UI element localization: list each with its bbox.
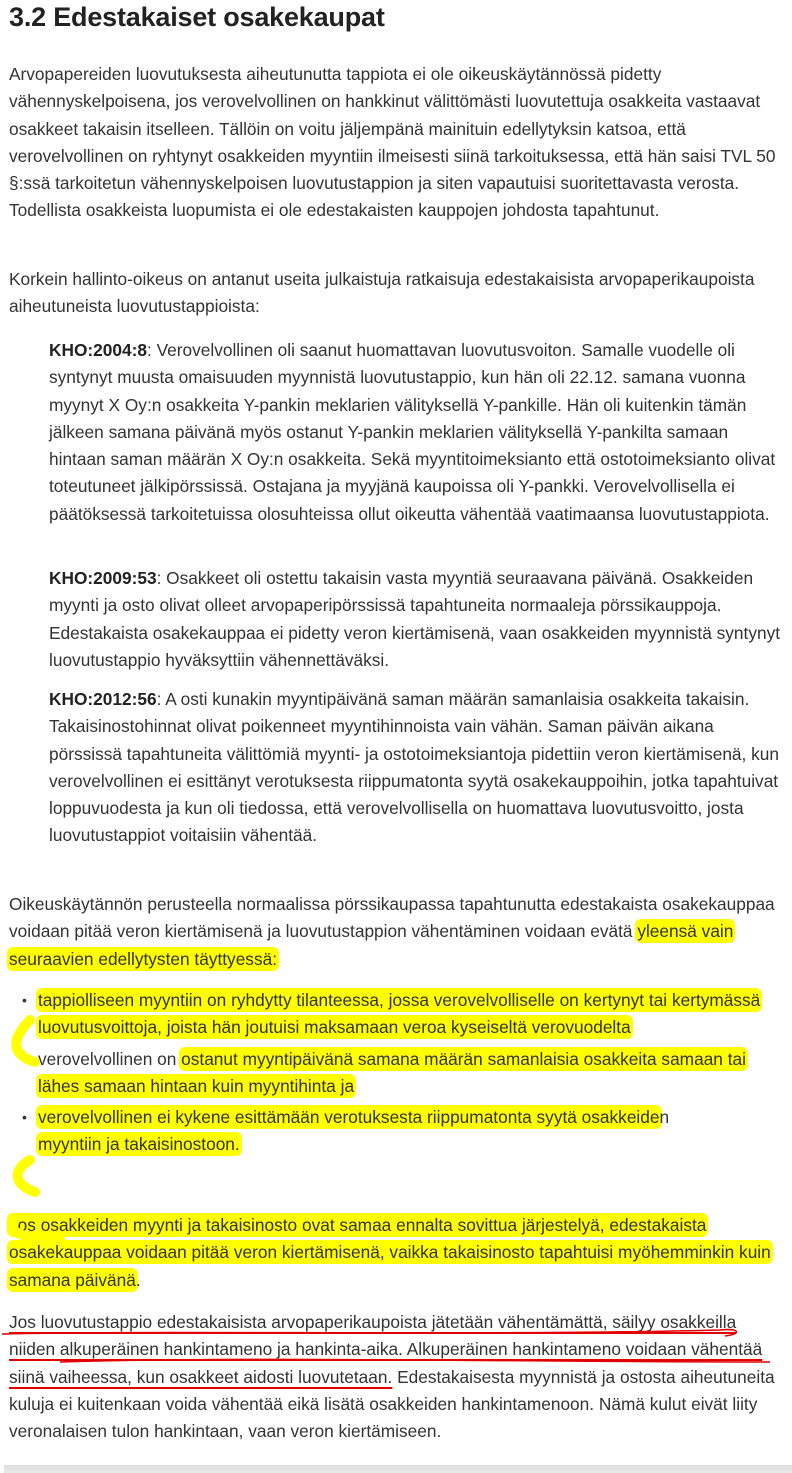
case-kho-2009-53	[49, 565, 784, 674]
highlighted-text: Jos osakkeiden myynti ja takaisinosto ovat samaa ennalta sovittua järjestelyä, edestakaista osakekauppaa voidaan pitää veron kiertämisenä, vaikka takaisinosto tapahtuisi myöhemminkin kuin samana päivänä	[9, 1215, 771, 1290]
intro-paragraph: Arvopapereiden luovutuksesta aiheutunutta tappiota ei ole oikeuskäytännössä pidetty vähennyskelpoisena, jos verovelvollinen on hankkinut välittömästi luovutettuja osakkeita vastaavat osakkeet takaisin itselleen. Tällöin on voitu jäljempänä mainituin edellytyksin katsoa, että verovelvollinen on ryhtynyt osakkeiden myyntiin ilmeisesti siinä tarkoituksessa, että hän saisi TVL 50 §:ssä tarkoitetun vähennyskelpoisen luovutustappion ja siten vapautuisi suoritettavasta verosta. Todellista osakkeista luopumista ei ole edestakaisten kauppojen johdosta tapahtunut.	[9, 64, 776, 221]
horizontal-scrollbar[interactable]	[4, 1465, 792, 1473]
case-text: : A osti kunakin myyntipäivänä saman määrän samanlaisia osakkeita takaisin. Takaisinostohinnat olivat poikenneet myyntihinnoista vain vähän. Saman päivän aikana pörssissä tapahtuneita välittömiä myynti- ja ostotoimeksiantoja pidettiin veron kiertämisenä, kun verovelvollinen ei esittänyt verotuksesta riippumatonta syytä osakekauppoihin, jotka tapahtuivat loppuvuodesta ja kun oli tiedossa, että verovelvollisella on huomattava luovutusvoitto, josta luovutustappiot voitaisiin vähentää.	[49, 689, 780, 846]
highlighted-text: myyntiin ja takaisinostoon.	[38, 1134, 240, 1155]
bullet-icon: •	[22, 992, 27, 1008]
list-item	[0, 1104, 784, 1159]
case-kho-2012-56	[49, 686, 784, 850]
case-text: : Verovelvollinen oli saanut huomattavan luovutusvoiton. Samalle vuodelle oli syntynyt muusta omaisuuden myynnistä luovutustappio, kun hän oli 22.12. samana vuonna myynyt X Oy:n osakkeita Y-pankin meklarien välityksellä Y-pankille. Hän oli kuitenkin tämän jälkeen samana päivänä myös ostanut Y-pankin meklarien välityksellä Y-pankilta samaan hintaan saman määrän X Oy:n osakkeita. Sekä myyntitoimeksianto että ostotoimeksianto olivat toteutuneet jälkipörssissä. Ostajana ja myyjänä kaupoissa oli Y-pankki. Verovelvollisella ei päätöksessä tarkoitetuissa olosuhteissa ollut oikeutta vähentää vaatimaansa luovutustappiota.	[49, 340, 776, 524]
conditions-list	[0, 987, 784, 1163]
bullet-icon: •	[22, 1050, 27, 1067]
paragraph-text: Edestakaisesta myynnistä ja ostosta aiheutuneita kuluja ei kuitenkaan voida vähentää eikä lisätä osakkeiden hankintamenoon. Nämä kulut eivät liity veronalaisen tulon hankintaan, vaan veron kiertämiseen.	[9, 1366, 775, 1442]
highlighted-text: verovelvollinen ei kykene esittämään verotuksesta riippumatonta syytä osakkeide	[38, 1107, 660, 1128]
paragraph-text: .	[135, 1269, 141, 1290]
list-item-text: verovelvollinen on	[38, 1048, 182, 1069]
highlighted-text: yleensä vain seuraavien edellytysten täyttyessä:	[9, 921, 734, 969]
bullet-icon: •	[22, 1109, 27, 1126]
highlighted-text: ostanut myyntipäivänä samana määrän samanlaisia osakkeita samaan tai lähes samaan hintaan kuin myyntihinta ja	[38, 1048, 746, 1096]
red-underlined-text: Jos luovutustappio edestakaisista arvopaperikaupoista jätetään vähentämättä, säilyy osakkeilla niiden alkuperäinen hankintameno ja hankinta-aika. Alkuperäinen hankintameno voidaan vähentää siinä vaiheessa, kun osakkeet aidosti luovutetaan.	[9, 1312, 763, 1387]
case-kho-2004-8	[49, 337, 784, 528]
case-id: KHO:2004:8	[49, 340, 147, 360]
conditions-intro-text: Oikeuskäytännön perusteella normaalissa pörssikaupassa tapahtunutta edestakaista osakekauppaa voidaan pitää veron kiertämisenä ja luovutustappion vähentäminen voidaan evätä	[9, 894, 775, 942]
section-heading: 3.2 Edestakaiset osakekaupat	[9, 2, 385, 32]
conditions-intro-paragraph	[9, 891, 784, 973]
prearranged-paragraph	[9, 1212, 784, 1294]
case-id: KHO:2009:53	[49, 568, 157, 588]
highlighter-stroke	[18, 1160, 35, 1192]
highlighted-text: tappiolliseen myyntiin on ryhdytty tilanteessa, jossa verovelvolliselle on kertynyt tai kertymässä luovutusvoittoja, joista hän joutuisi maksamaan veroa kyseiseltä verovuodelta	[38, 990, 761, 1038]
case-text: : Osakkeet oli ostettu takaisin vasta myyntiä seuraavana päivänä. Osakkeiden myynti ja osto olivat olleet arvopaperipörssissä tapahtuneita normaaleja pörssikauppoja. Edestakaista osakekauppaa ei pidetty veron kiertämisenä, vaan osakkeiden myynnistä syntynyt luovutustappio hyväksyttiin vähennettäväksi.	[49, 568, 781, 670]
list-item-text: n	[659, 1107, 670, 1128]
list-item	[0, 987, 784, 1042]
list-item	[0, 1046, 784, 1101]
case-id: KHO:2012:56	[49, 689, 157, 709]
kho-intro-paragraph: Korkein hallinto-oikeus on antanut useita julkaistuja ratkaisuja edestakaisista arvopaperikaupoista aiheutuneista luovutustappioista:	[9, 269, 755, 317]
retained-cost-paragraph	[9, 1309, 784, 1445]
